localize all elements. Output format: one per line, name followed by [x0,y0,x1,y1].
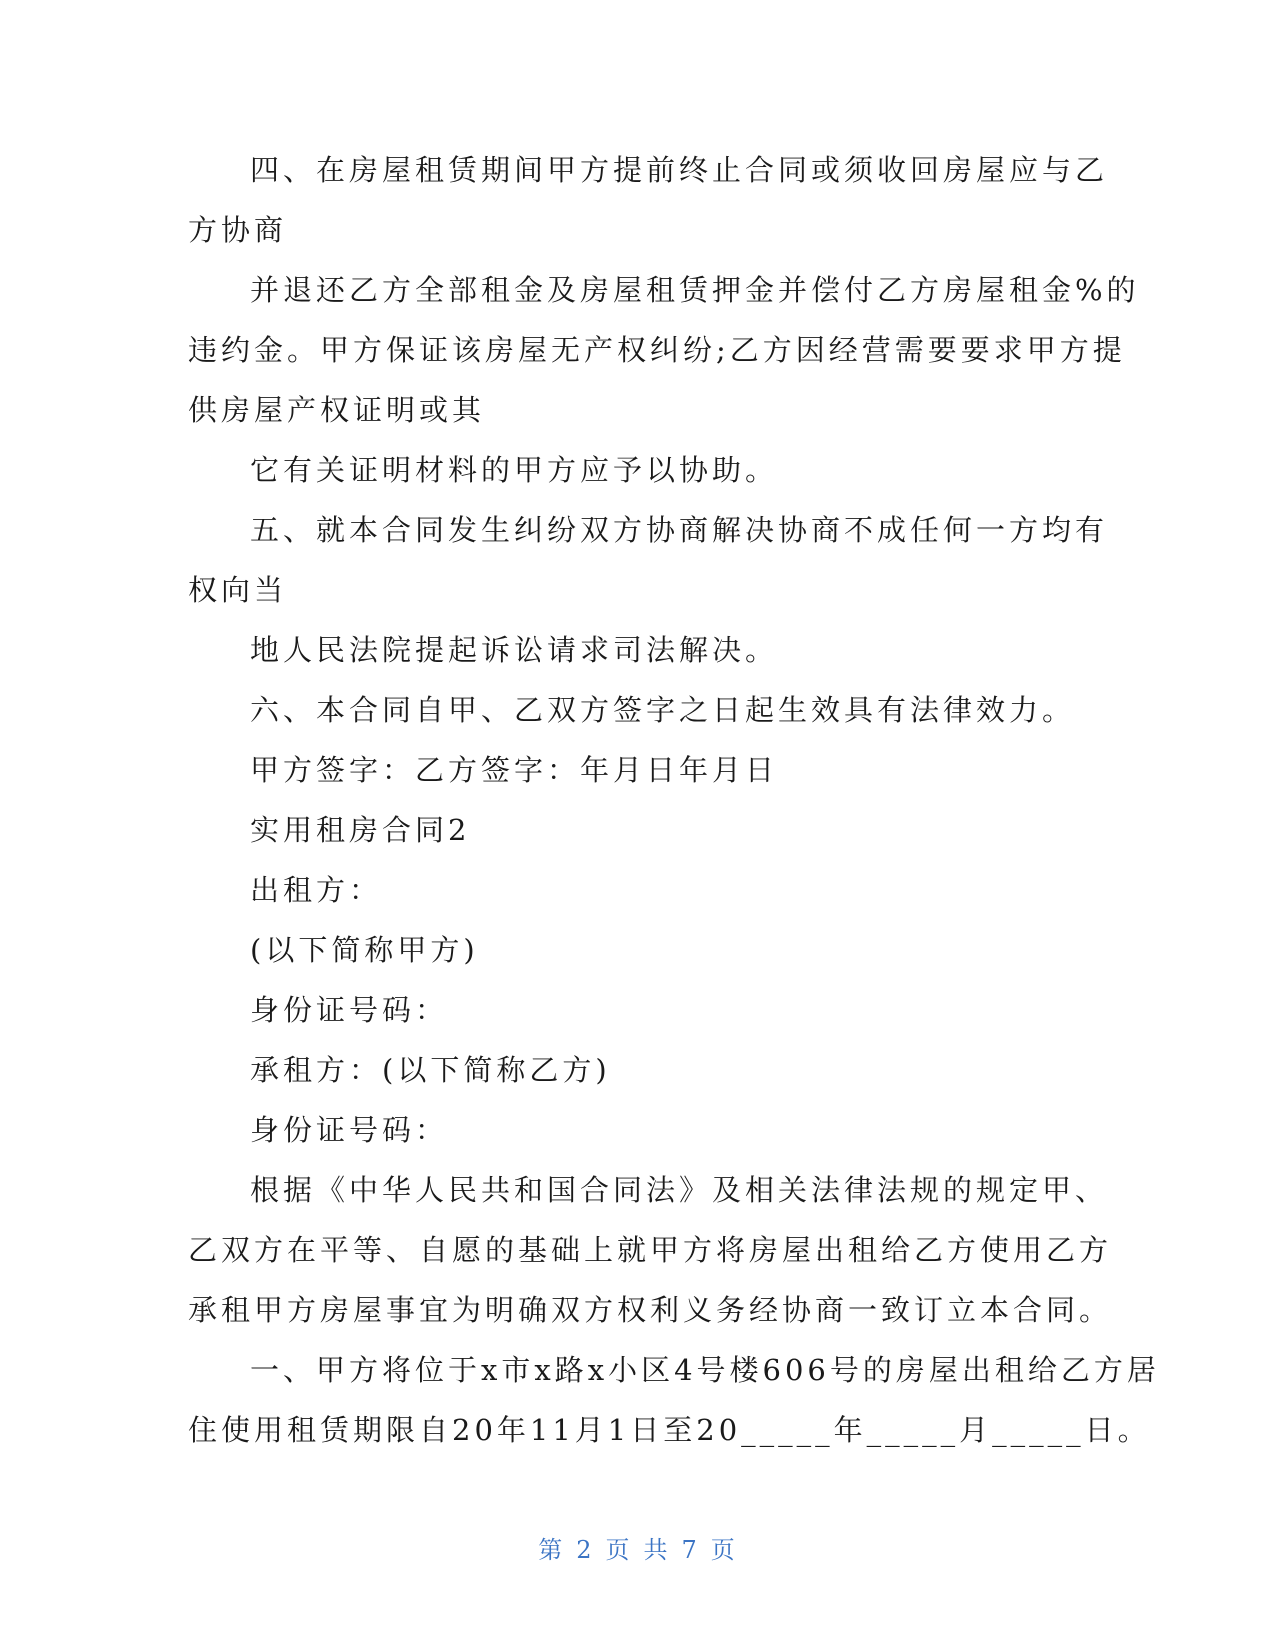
footer-current-page: 2 [576,1536,594,1564]
text-line: 承租甲方房屋事宜为明确双方权利义务经协商一致订立本合同。 [188,1293,1113,1327]
document-body [188,140,1160,1460]
footer-total-pages: 7 [681,1536,699,1564]
footer-total-label: 共 [643,1536,670,1564]
text-line: 并退还乙方全部租金及房屋租赁押金并偿付乙方房屋租金%的 [250,273,1140,307]
text-line: 一、甲方将位于x市x路x小区4号楼606号的房屋出租给乙方居 [250,1353,1160,1387]
text-line: 实用租房合同2 [250,813,471,847]
text-line: 四、在房屋租赁期间甲方提前终止合同或须收回房屋应与乙 [250,153,1109,187]
text-line: 供房屋产权证明或其 [188,393,486,427]
text-line: 违约金。甲方保证该房屋无产权纠纷;乙方因经营需要要求甲方提 [188,333,1126,367]
text-line: 权向当 [188,573,288,607]
text-line: 六、本合同自甲、乙双方签字之日起生效具有法律效力。 [250,693,1076,727]
text-line: 它有关证明材料的甲方应予以协助。 [250,453,779,487]
text-line: 出租方： [250,873,383,907]
footer-suffix: 页 [710,1536,737,1564]
text-line: 住使用租赁期限自20年11月1日至20_____年_____月_____日。 [188,1413,1151,1447]
footer-prefix: 第 [538,1536,565,1564]
page-footer [0,1530,1275,1565]
text-line: 身份证号码： [250,993,449,1027]
text-line: (以下简称甲方) [250,933,479,967]
text-line: 乙双方在平等、自愿的基础上就甲方将房屋出租给乙方使用乙方 [188,1233,1113,1267]
footer-page-label: 页 [605,1536,632,1564]
text-line: 根据《中华人民共和国合同法》及相关法律法规的规定甲、 [250,1173,1109,1207]
text-line: 甲方签字：乙方签字：年月日年月日 [250,753,779,787]
text-line: 承租方：(以下简称乙方) [250,1053,611,1087]
text-line: 方协商 [188,213,288,247]
text-line: 五、就本合同发生纠纷双方协商解决协商不成任何一方均有 [250,513,1109,547]
text-line: 地人民法院提起诉讼请求司法解决。 [250,633,779,667]
text-line: 身份证号码： [250,1113,449,1147]
